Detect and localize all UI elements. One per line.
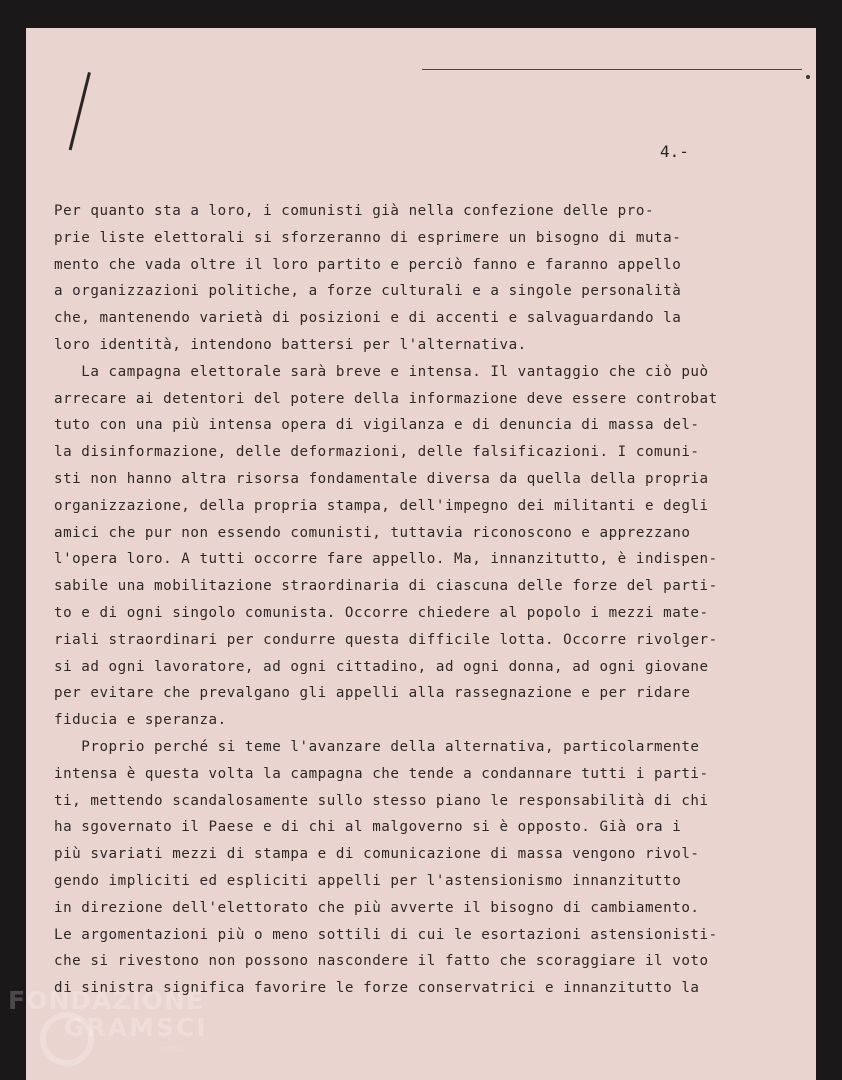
text-line: loro identità, intendono battersi per l'alternativa. <box>54 336 527 353</box>
top-rule-line <box>422 69 802 70</box>
text-line: ha sgovernato il Paese e di chi al malgoverno si è opposto. Già ora i <box>54 819 682 836</box>
page-number: 4.- <box>660 142 689 161</box>
text-line: ti, mettendo scandalosamente sullo stesso piano le responsabilità di chi <box>54 792 709 809</box>
text-line: Per quanto sta a loro, i comunisti già nella confezione delle pro- <box>54 203 655 219</box>
pen-mark <box>69 72 91 150</box>
text-line: arrecare ai detentori del potere della informazione deve essere controbat <box>54 390 718 407</box>
text-line: di sinistra significa favorire le forze conservatrici e innanzitutto la <box>54 980 700 997</box>
text-line: a organizzazioni politiche, a forze culturali e a singole personalità <box>54 283 682 300</box>
text-line: Proprio perché si teme l'avanzare della alternativa, particolarmente <box>54 738 700 755</box>
watermark-line-3: onlus <box>160 1045 185 1055</box>
text-line: to e di ogni singolo comunista. Occorre chiedere al popolo i mezzi mate- <box>54 604 709 621</box>
watermark <box>8 988 208 1055</box>
watermark-line-2: GRAMSCI <box>64 1013 208 1042</box>
text-line: amici che pur non essendo comunisti, tuttavia riconoscono e apprezzano <box>54 524 691 541</box>
text-line: in direzione dell'elettorato che più avverte il bisogno di cambiamento. <box>54 899 700 916</box>
text-line: riali straordinari per condurre questa difficile lotta. Occorre rivolger- <box>54 631 718 648</box>
text-line: organizzazione, della propria stampa, dell'impegno dei militanti e degli <box>54 497 709 514</box>
text-line: sti non hanno altra risorsa fondamentale diversa da quella della propria <box>54 470 709 487</box>
text-line: sabile una mobilitazione straordinaria di ciascuna delle forze del parti- <box>54 578 718 595</box>
text-line: la disinformazione, delle deformazioni, delle falsificazioni. I comuni- <box>54 444 700 461</box>
text-line: che si rivestono non possono nascondere il fatto che scoraggiare il voto <box>54 953 709 970</box>
text-line: per evitare che prevalgano gli appelli alla rassegnazione e per ridare <box>54 685 691 702</box>
text-line: più svariati mezzi di stampa e di comunicazione di massa vengono rivol- <box>54 846 700 863</box>
watermark-line-1: FONDAZIONE <box>8 986 205 1015</box>
text-line: intensa è questa volta la campagna che tende a condannare tutti i parti- <box>54 765 709 782</box>
typed-text-body <box>54 198 796 1002</box>
text-line: che, mantenendo varietà di posizioni e di accenti e salvaguardando la <box>54 310 682 327</box>
text-line: l'opera loro. A tutti occorre fare appello. Ma, innanzitutto, è indispen- <box>54 551 718 568</box>
text-line: mento che vada oltre il loro partito e perciò fanno e faranno appello <box>54 256 682 273</box>
text-line: fiducia e speranza. <box>54 712 227 729</box>
ink-dot <box>806 75 810 79</box>
text-line: tuto con una più intensa opera di vigilanza e di denuncia di massa del- <box>54 417 700 434</box>
text-line: gendo impliciti ed espliciti appelli per l'astensionismo innanzitutto <box>54 872 682 889</box>
text-line: La campagna elettorale sarà breve e intensa. Il vantaggio che ciò può <box>54 363 709 380</box>
text-line: Le argomentazioni più o meno sottili di cui le esortazioni astensionisti- <box>54 926 718 943</box>
document-page <box>26 28 816 1080</box>
text-line: prie liste elettorali si sforzeranno di esprimere un bisogno di muta- <box>54 229 682 246</box>
text-line: si ad ogni lavoratore, ad ogni cittadino, ad ogni donna, ad ogni giovane <box>54 658 709 675</box>
